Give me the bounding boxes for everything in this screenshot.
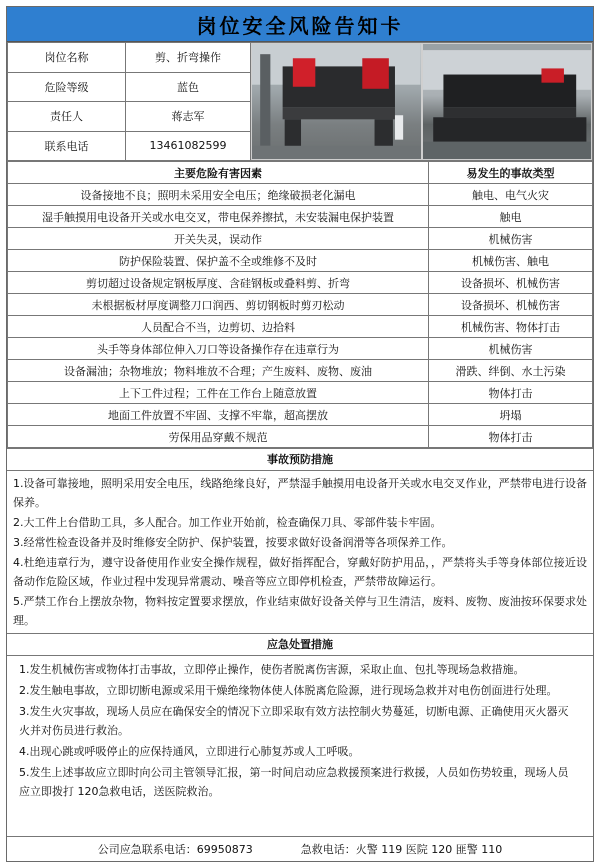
prevention-item: 2.大工件上台借助工具，多人配合。加工作业开始前，检查确保刀具、零部件装卡牢固。: [13, 516, 442, 529]
hazard-factor: 劳保用品穿戴不规范: [8, 426, 429, 448]
hazard-factor: 未根据板材厚度调整刀口润西、剪切钢板时剪刃松动: [8, 294, 429, 316]
risk-card: [6, 6, 594, 862]
emergency-numbers: 急救电话：火警 119 医院 120 匪警 110: [300, 843, 503, 856]
info-table: [7, 42, 593, 161]
hazard-type: 滑跌、绊倒、水土污染: [429, 360, 593, 382]
emergency-item: 1.发生机械伤害或物体打击事故，立即停止操作，使伤者脱离伤害源，采取止血、包扎等现场急救措施。: [19, 663, 525, 676]
press-brake-photo: [252, 44, 421, 159]
hazard-factor: 上下工件过程；工件在工作台上随意放置: [8, 382, 429, 404]
info-value-phone: 13461082599: [126, 131, 251, 161]
hazard-factor: 头手等身体部位伸入刀口等设备操作存在违章行为: [8, 338, 429, 360]
info-label-post: 岗位名称: [8, 43, 126, 73]
card-title: 岗位安全风险告知卡: [7, 7, 593, 42]
emergency-item: 3.发生火灾事故，现场人员应在确保安全的情况下立即采取有效方法控制火势蔓延，切断电源、正确使用灭火器灭火并对伤员进行救治。: [19, 705, 569, 737]
hazard-type: 设备损坏、机械伤害: [429, 294, 593, 316]
photo-cell: [251, 43, 593, 161]
hazard-factor: 设备漏油；杂物堆放；物料堆放不合理；产生废料、废物、废油: [8, 360, 429, 382]
emergency-list: [7, 656, 593, 805]
info-label-phone: 联系电话: [8, 131, 126, 161]
prevention-title: 事故预防措施: [7, 448, 593, 471]
shearing-machine-photo: [423, 44, 592, 159]
hazard-factor: 开关失灵，误动作: [8, 228, 429, 250]
hazard-factor: 人员配合不当，边剪切、边拾料: [8, 316, 429, 338]
hazard-type: 坍塌: [429, 404, 593, 426]
hazard-type: 触电、电气火灾: [429, 184, 593, 206]
hazard-factor: 湿手触摸用电设备开关或水电交叉，带电保养擦拭，未安装漏电保护装置: [8, 206, 429, 228]
hazard-header-factor: 主要危险有害因素: [8, 162, 429, 184]
emergency-item: 4.出现心跳或呼吸停止的应保持通风，立即进行心肺复苏或人工呼吸。: [19, 745, 360, 758]
footer: [7, 836, 593, 861]
info-value-owner: 蒋志军: [126, 102, 251, 132]
hazard-type: 物体打击: [429, 382, 593, 404]
prevention-list: [7, 471, 593, 633]
prevention-item: 4.杜绝违章行为，遵守设备使用作业安全操作规程，做好指挥配合，穿戴好防护用品，，严禁将头手等身体部位接近设备动作危险区域，作业过程中发现异常震动、噪音等应立即停机检查，严禁带故障运行。: [13, 556, 587, 588]
hazard-type: 机械伤害: [429, 338, 593, 360]
hazard-type: 物体打击: [429, 426, 593, 448]
hazard-factor: 剪切超过设备规定钢板厚度、含硅钢板或叠料剪、折弯: [8, 272, 429, 294]
hazard-factor: 地面工件放置不牢固、支撑不牢靠，超高摆放: [8, 404, 429, 426]
company-emergency-phone: 公司应急联系电话：69950873: [97, 843, 253, 856]
hazard-type: 触电: [429, 206, 593, 228]
hazard-type: 机械伤害: [429, 228, 593, 250]
hazard-factor: 防护保险装置、保护盖不全或维修不及时: [8, 250, 429, 272]
info-value-level: 蓝色: [126, 72, 251, 102]
emergency-item: 2.发生触电事故，立即切断电源或采用干燥绝缘物体使人体脱离危险源，进行现场急救并对电伤创面进行处理。: [19, 684, 558, 697]
prevention-item: 5.严禁工作台上摆放杂物，物料按定置要求摆放，作业结束做好设备关停与卫生清洁，废料、废物、废油按环保要求处理。: [13, 595, 587, 627]
hazard-type: 机械伤害、物体打击: [429, 316, 593, 338]
hazard-table: [7, 161, 593, 448]
info-label-level: 危险等级: [8, 72, 126, 102]
prevention-item: 3.经常性检查设备并及时维修安全防护、保护装置，按要求做好设备润滑等各项保养工作。: [13, 536, 453, 549]
prevention-item: 1.设备可靠接地，照明采用安全电压，线路绝缘良好，严禁湿手触摸用电设备开关或水电交叉作业，严禁带电进行设备保养。: [13, 477, 587, 509]
emergency-title: 应急处置措施: [7, 633, 593, 656]
hazard-factor: 设备接地不良；照明未采用安全电压；绝缘破损老化漏电: [8, 184, 429, 206]
info-label-owner: 责任人: [8, 102, 126, 132]
info-value-post: 剪、折弯操作: [126, 43, 251, 73]
hazard-header-type: 易发生的事故类型: [429, 162, 593, 184]
hazard-type: 机械伤害、触电: [429, 250, 593, 272]
hazard-type: 设备损坏、机械伤害: [429, 272, 593, 294]
emergency-item: 5.发生上述事故应立即时向公司主管领导汇报，第一时间启动应急救援预案进行救援，人员如伤势较重，现场人员应立即拨打 120急救电话，送医院救治。: [19, 766, 569, 798]
